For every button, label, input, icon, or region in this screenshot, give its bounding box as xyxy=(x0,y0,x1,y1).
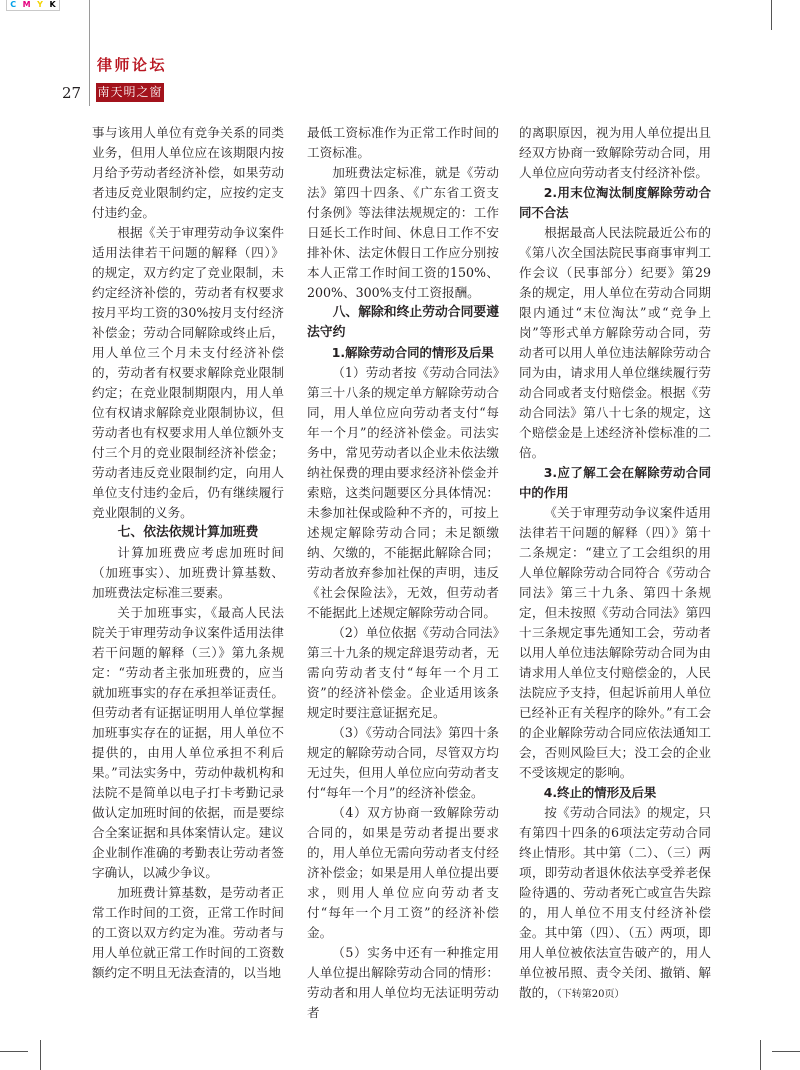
body-paragraph: （4）双方协商一致解除劳动合同的，如果是劳动者提出要求的，用人单位无需向劳动者支付经济补偿金；如果是用人单位提出要求，则用人单位应向劳动者支付“每年一个月工资”的经济补偿金。 xyxy=(307,805,499,940)
print-mark-black: K xyxy=(49,0,56,9)
section-heading: 七、依法依规计算加班费 xyxy=(117,525,259,540)
crop-mark-bottom-right-horizontal xyxy=(772,1051,800,1052)
section-heading: 八、解除和终止劳动合同要遵法守约 xyxy=(307,305,499,340)
body-paragraph: 计算加班费应考虑加班时间（加班事实）、加班费计算基数、加班费法定标准三要素。 xyxy=(92,545,284,600)
print-mark-magenta: M xyxy=(22,0,31,9)
body-paragraph: （2）单位依据《劳动合同法》第三十九条的规定辞退劳动者，无需向劳动者支付“每年一个月工资”的经济补偿金。企业适用该条规定时要注意证据充足。 xyxy=(307,625,499,720)
header-vertical-rule xyxy=(89,0,90,106)
body-paragraph: （3）《劳动合同法》第四十条规定的解除劳动合同，尽管双方均无过失，但用人单位应向劳动者支付“每年一个月”的经济补偿金。 xyxy=(307,725,499,800)
continuation-note: （下转第20页） xyxy=(556,989,625,1000)
body-paragraph-continued: 的离职原因，视为用人单位提出且经双方协商一致解除劳动合同，用人单位应向劳动者支付经济补偿。 xyxy=(519,125,711,180)
subsection-heading: 3.应了解工会在解除劳动合同中的作用 xyxy=(519,465,711,500)
crop-mark-bottom-right-vertical xyxy=(760,1040,761,1070)
crop-mark-top-right xyxy=(771,0,772,30)
subsection-heading: 1.解除劳动合同的情形及后果 xyxy=(331,345,494,360)
print-color-bar xyxy=(6,0,60,11)
article-column-2 xyxy=(307,123,499,1023)
body-paragraph: 根据《关于审理劳动争议案件适用法律若干问题的解释（四）》的规定，双方约定了竞业限制，未约定经济补偿的，劳动者有权要求按月平均工资的30%按月支付经济补偿金；劳动合同解除或终止后，用人单位三个月未支付经济补偿的，劳动者有权要求解除竞业限制约定；在竞业限制期限内，用人单位有权请求解除竞业限制协议，但劳动者也有权要求用人单位额外支付三个月的竞业限制经济补偿金；劳动者违反竞业限制约定，向用人单位支付违约金后，仍有继续履行竞业限制的义务。 xyxy=(92,225,284,520)
page-number: 27 xyxy=(62,84,82,102)
subsection-heading: 2.用末位淘汰制度解除劳动合同不合法 xyxy=(519,185,711,220)
body-paragraph: （1）劳动者按《劳动合同法》第三十八条的规定单方解除劳动合同，用人单位应向劳动者支付“每年一个月”的经济补偿金。司法实务中，常见劳动者以企业未依法缴纳社保费的理由要求经济补偿金并索赔，这类问题要区分具体情况：未参加社保或险种不齐的，可按上述规定解除劳动合同；未足额缴纳、欠缴的，不能据此解除合同；劳动者放弃参加社保的声明，违反《社会保险法》，无效，但劳动者不能据此上述规定解除劳动合同。 xyxy=(307,365,499,620)
body-paragraph-continued: 最低工资标准作为正常工作时间的工资标准。 xyxy=(307,125,499,160)
body-paragraph-continued: 事与该用人单位有竞争关系的同类业务，但用人单位应在该期限内按月给予劳动者经济补偿，如果劳动者违反竞业限制约定，应按约定支付违约金。 xyxy=(92,125,284,220)
body-paragraph-final xyxy=(519,803,711,1005)
column-badge: 南天明之窗 xyxy=(96,83,164,102)
body-paragraph: （5）实务中还有一种推定用人单位提出解除劳动合同的情形：劳动者和用人单位均无法证明劳动者 xyxy=(307,945,499,1020)
body-paragraph: 根据最高人民法院最近公布的《第八次全国法院民事商事审判工作会议（民事部分）纪要》第29条的规定，用人单位在劳动合同期限内通过“末位淘汰”或“竞争上岗”等形式单方解除劳动合同，劳动者可以用人单位违法解除劳动合同为由，请求用人单位继续履行劳动合同或者支付赔偿金。根据《劳动合同法》第八十七条的规定，这个赔偿金是上述经济补偿标准的二倍。 xyxy=(519,225,711,460)
body-paragraph: 关于加班事实，《最高人民法院关于审理劳动争议案件适用法律若干问题的解释（三）》第九条规定：“劳动者主张加班费的，应当就加班事实的存在承担举证责任。但劳动者有证据证明用人单位掌握加班事实存在的证据，用人单位不提供的，由用人单位承担不利后果。”司法实务中，劳动仲裁机构和法院不是简单以电子打卡考勤记录做认定加班时间的依据，而是要综合全案证据和具体案情认定。建议企业制作准确的考勤表让劳动者签字确认，以减少争议。 xyxy=(92,605,284,880)
body-paragraph: 《关于审理劳动争议案件适用法律若干问题的解释（四）》第十二条规定：“建立了工会组织的用人单位解除劳动合同符合《劳动合同法》第三十九条、第四十条规定，但未按照《劳动合同法》第四十三条规定事先通知工会，劳动者以用人单位违法解除劳动合同为由请求用人单位支付赔偿金的，人民法院应予支持，但起诉前用人单位已经补正有关程序的除外。”有工会的企业解除劳动合同应依法通知工会，否则风险巨大；没工会的企业不受该规定的影响。 xyxy=(519,505,711,780)
crop-mark-bottom-left-horizontal xyxy=(0,1051,28,1052)
article-column-3 xyxy=(519,123,711,1023)
subsection-heading: 4.终止的情形及后果 xyxy=(543,785,657,800)
print-mark-cyan: C xyxy=(10,0,17,9)
article-column-1 xyxy=(92,123,284,1023)
body-paragraph: 加班费法定标准，就是《劳动法》第四十四条、《广东省工资支付条例》等法律法规规定的：工作日延长工作时间、休息日工作不安排补休、法定休假日工作应分别按本人正常工作时间工资的150%、200%、300%支付工资报酬。 xyxy=(307,165,499,300)
body-paragraph: 加班费计算基数，是劳动者正常工作时间的工资，正常工作时间的工资以双方约定为准。劳动者与用人单位就正常工作时间的工资数额约定不明且无法查清的，以当地 xyxy=(92,885,284,980)
print-mark-yellow: Y xyxy=(37,0,43,9)
body-paragraph-text: 按《劳动合同法》的规定，只有第四十四条的6项法定劳动合同终止情形。其中第（二）、（三）两项，即劳动者退休依法享受养老保险待遇的、劳动者死亡或宣告失踪的，用人单位不用支付经济补偿金。其中第（四）、（五）两项，即用人单位被依法宣告破产的，用人单位被吊照、责令关闭、撤销、解散的， xyxy=(519,805,711,1000)
section-title: 律师论坛 xyxy=(97,56,168,74)
crop-mark-bottom-left-vertical xyxy=(40,1040,41,1070)
